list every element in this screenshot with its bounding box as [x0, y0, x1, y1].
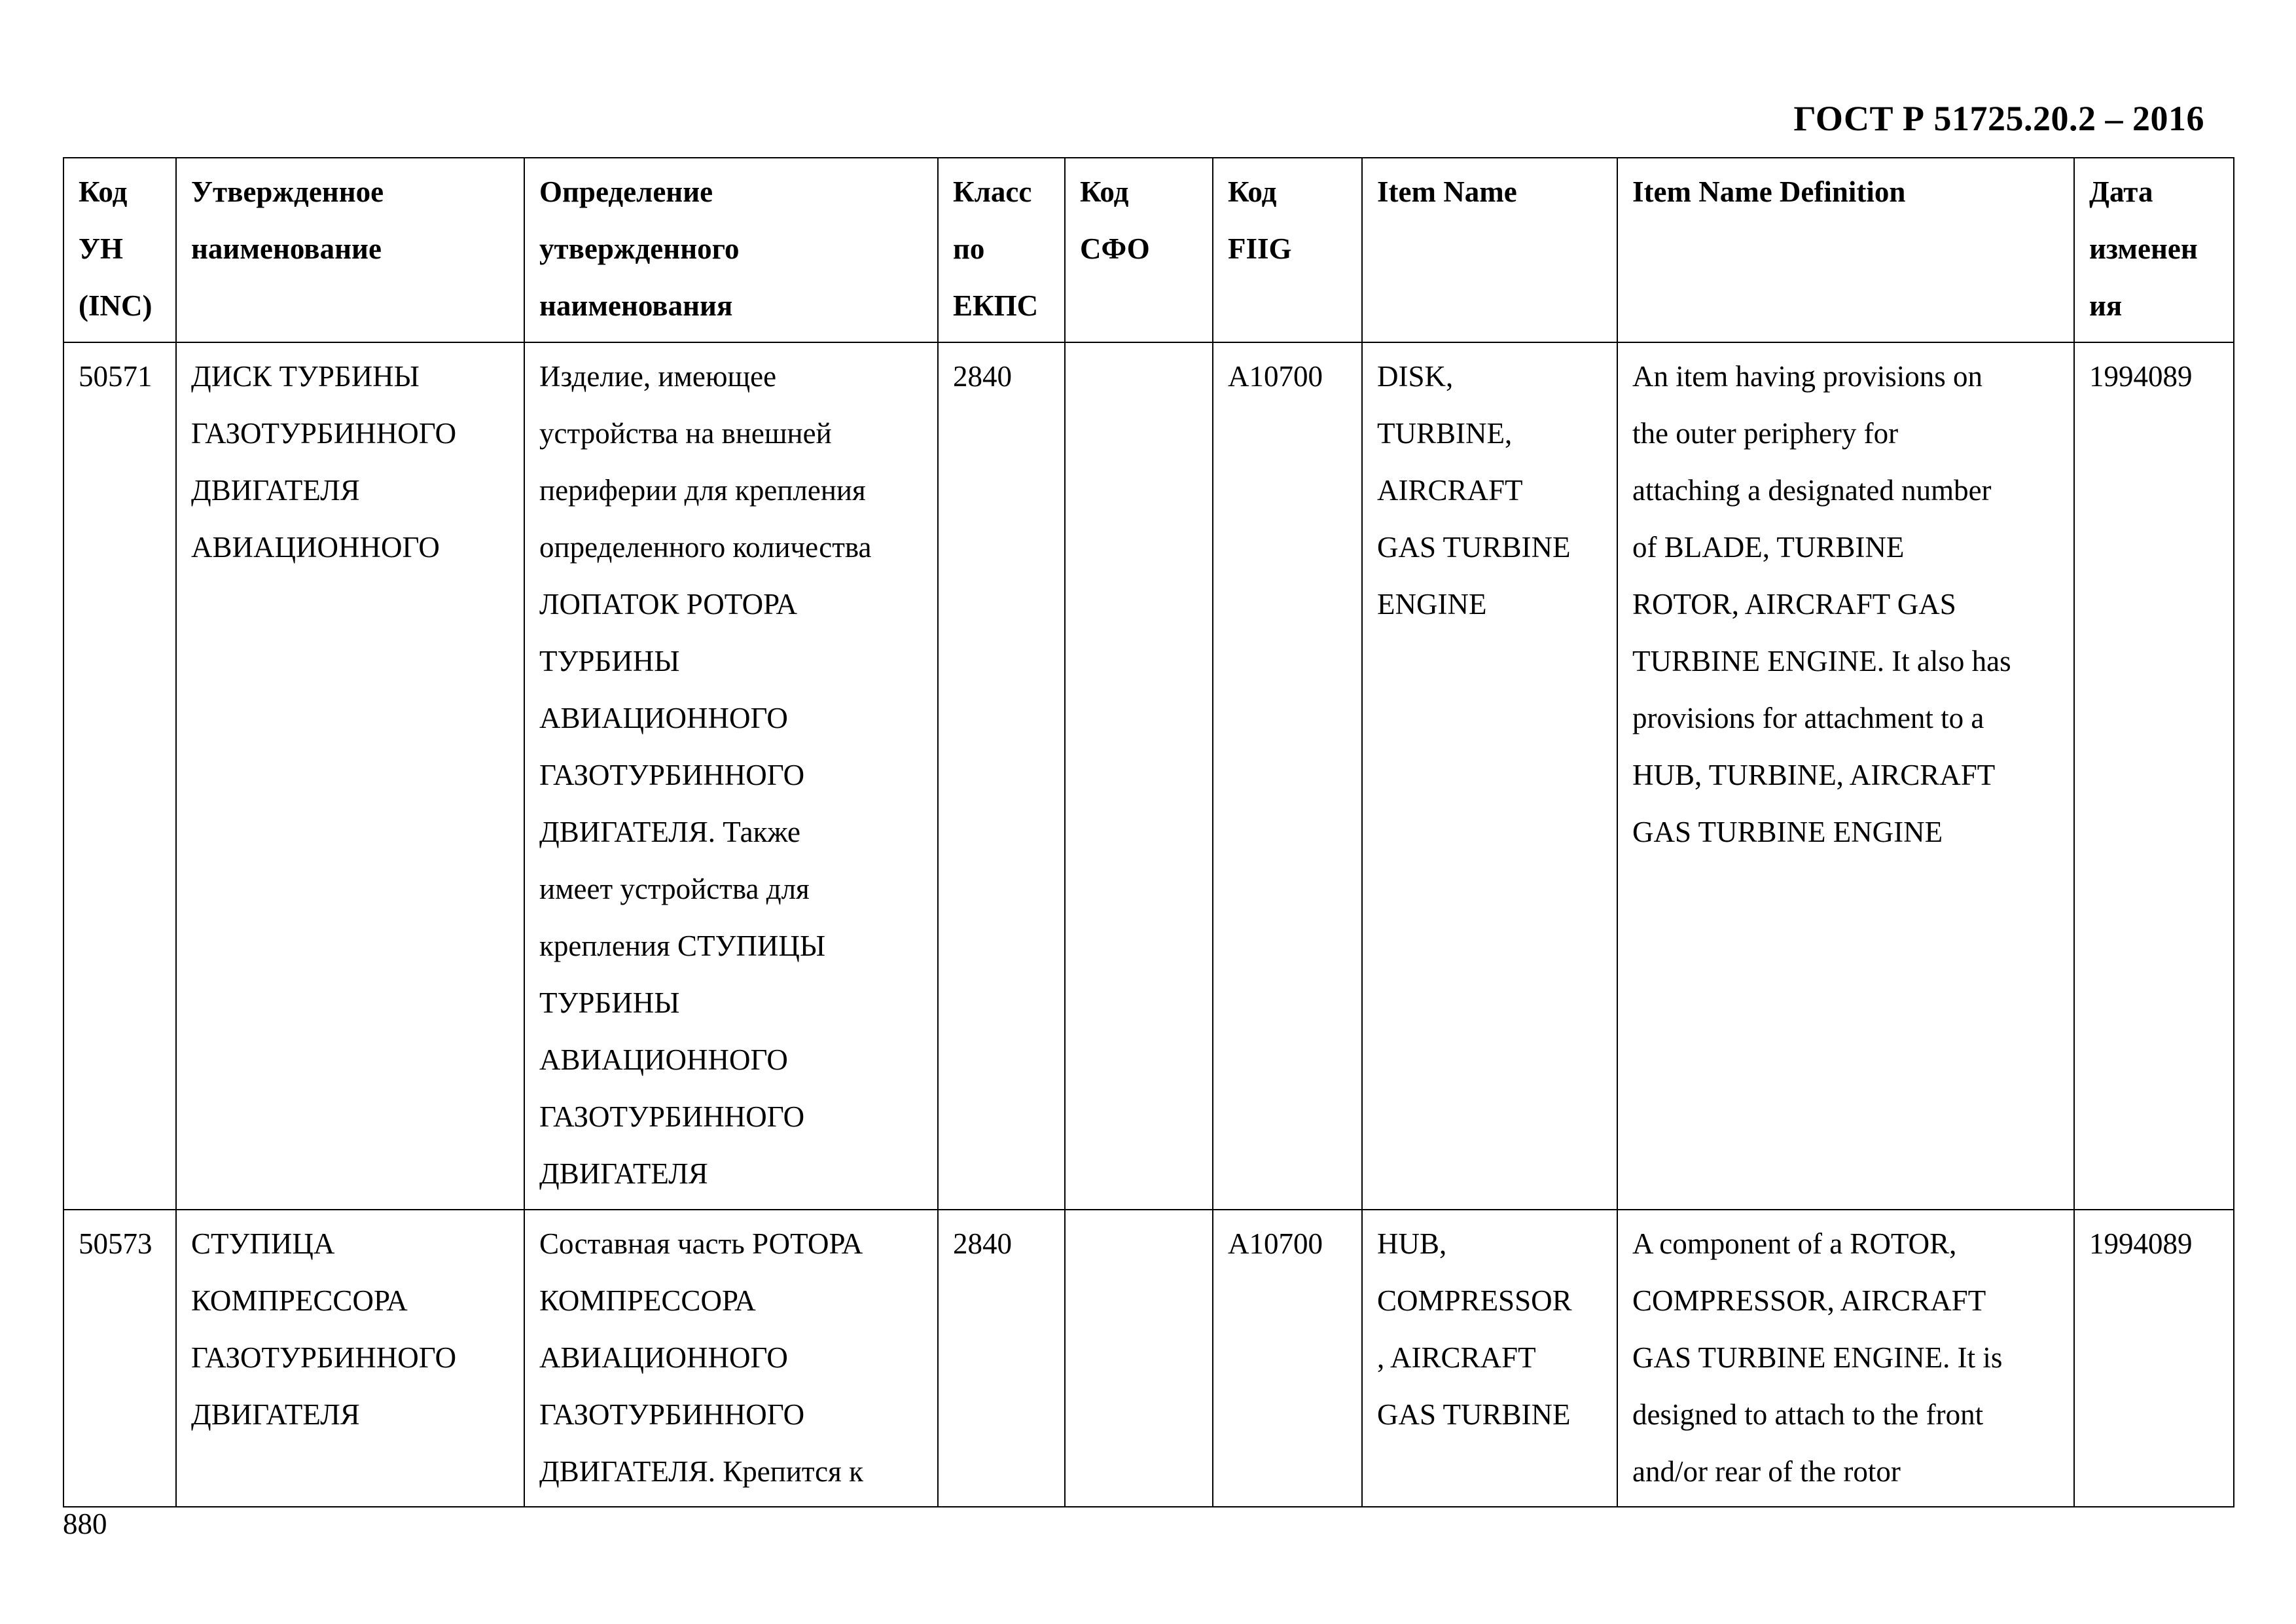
cell-line: An item having provisions on [1632, 360, 1982, 393]
cell-line: наименование [191, 232, 382, 265]
column-header-fiig-code [1213, 158, 1362, 342]
cell-line: COMPRESSOR [1377, 1284, 1572, 1317]
cell-line: Составная часть РОТОРА [539, 1227, 863, 1260]
cell-line: АВИАЦИОННОГО [191, 531, 440, 564]
cell-line: GAS TURBINE ENGINE [1632, 816, 1943, 848]
cell-line: ГАЗОТУРБИННОГО [191, 417, 457, 450]
cell-line: КОМПРЕССОРА [539, 1284, 756, 1317]
cell-item-name-definition [1617, 1210, 2074, 1507]
cell-line: 50571 [79, 360, 152, 393]
cell-line: TURBINE, [1377, 417, 1513, 450]
cell-line: DISK, [1377, 360, 1454, 393]
cell-line: имеет устройства для [539, 873, 810, 905]
table-row [63, 342, 2234, 1210]
cell-line: and/or rear of the rotor [1632, 1455, 1901, 1488]
cell-fiig-code [1213, 1210, 1362, 1507]
cell-line: Код [1080, 175, 1129, 208]
column-header-item-name [1362, 158, 1617, 342]
cell-name-definition [524, 342, 938, 1210]
cell-line: периферии для крепления [539, 474, 866, 507]
cell-line: ЛОПАТОК РОТОРА [539, 588, 797, 621]
cell-line: TURBINE ENGINE. It also has [1632, 645, 2011, 677]
cell-line: ГАЗОТУРБИННОГО [539, 1100, 805, 1133]
cell-line: Код [1228, 175, 1277, 208]
cell-line: ДВИГАТЕЛЯ [191, 1398, 360, 1431]
cell-sfo-code [1065, 1210, 1213, 1507]
column-header-sfo-code [1065, 158, 1213, 342]
cell-line: 2840 [953, 360, 1012, 393]
column-header-name-definition [524, 158, 938, 342]
cell-line: 1994089 [2089, 1227, 2193, 1260]
cell-line: ROTOR, AIRCRAFT GAS [1632, 588, 1956, 621]
cell-line: ГАЗОТУРБИННОГО [539, 1398, 805, 1431]
cell-line: ЕКПС [953, 289, 1039, 322]
cell-line: A10700 [1228, 360, 1323, 393]
cell-line: COMPRESSOR, AIRCRAFT [1632, 1284, 1986, 1317]
cell-line: of BLADE, TURBINE [1632, 531, 1905, 564]
cell-line: Item Name Definition [1632, 175, 1906, 208]
cell-line: ДВИГАТЕЛЯ. Также [539, 816, 800, 848]
cell-line: GAS TURBINE [1377, 1398, 1571, 1431]
cell-line: АВИАЦИОННОГО [539, 1341, 788, 1374]
cell-line: по [953, 232, 985, 265]
table-row [63, 1210, 2234, 1507]
table-header-row [63, 158, 2234, 342]
cell-item-name [1362, 1210, 1617, 1507]
cell-line: Дата [2089, 175, 2153, 208]
cell-line: AIRCRAFT [1377, 474, 1523, 507]
column-header-inc-code [63, 158, 176, 342]
cell-line: FIIG [1228, 232, 1292, 265]
cell-line: изменен [2089, 232, 2198, 265]
cell-line: A10700 [1228, 1227, 1323, 1260]
cell-line: устройства на внешней [539, 417, 832, 450]
cell-ekps-class [938, 1210, 1065, 1507]
cell-line: GAS TURBINE [1377, 531, 1571, 564]
cell-line: Утвержденное [191, 175, 384, 208]
cell-line: HUB, [1377, 1227, 1447, 1260]
cell-sfo-code [1065, 342, 1213, 1210]
column-header-item-name-definition [1617, 158, 2074, 342]
cell-line: ДВИГАТЕЛЯ [191, 474, 360, 507]
cell-ekps-class [938, 342, 1065, 1210]
cell-line: Класс [953, 175, 1032, 208]
nomenclature-table [63, 157, 2234, 1507]
cell-line: АВИАЦИОННОГО [539, 702, 788, 734]
cell-line: КОМПРЕССОРА [191, 1284, 408, 1317]
cell-line: Изделие, имеющее [539, 360, 777, 393]
cell-line: ENGINE [1377, 588, 1487, 621]
cell-line: ТУРБИНЫ [539, 986, 680, 1019]
cell-inc-code [63, 1210, 176, 1507]
cell-line: 2840 [953, 1227, 1012, 1260]
cell-line: наименования [539, 289, 733, 322]
page-number: 880 [63, 1507, 107, 1540]
cell-item-name [1362, 342, 1617, 1210]
cell-line: , AIRCRAFT [1377, 1341, 1536, 1374]
document-standard-number: ГОСТ Р 51725.20.2 – 2016 [1793, 99, 2204, 138]
cell-line: 50573 [79, 1227, 152, 1260]
column-header-approved-name [176, 158, 524, 342]
column-header-change-date [2074, 158, 2234, 342]
cell-line: provisions for attachment to a [1632, 702, 1984, 734]
cell-line: ГАЗОТУРБИННОГО [539, 759, 805, 791]
cell-line: ГАЗОТУРБИННОГО [191, 1341, 457, 1374]
cell-line: designed to attach to the front [1632, 1398, 1984, 1431]
cell-line: attaching a designated number [1632, 474, 1992, 507]
cell-line: GAS TURBINE ENGINE. It is [1632, 1341, 2003, 1374]
cell-line: определенного количества [539, 531, 872, 564]
cell-name-definition [524, 1210, 938, 1507]
cell-line: Item Name [1377, 175, 1517, 208]
cell-line: АВИАЦИОННОГО [539, 1043, 788, 1076]
cell-change-date [2074, 342, 2234, 1210]
cell-line: крепления СТУПИЦЫ [539, 929, 826, 962]
cell-line: (INC) [79, 289, 152, 322]
cell-line: Код [79, 175, 128, 208]
cell-line: ия [2089, 289, 2123, 322]
cell-line: УН [79, 232, 124, 265]
cell-line: 1994089 [2089, 360, 2193, 393]
cell-line: ДИСК ТУРБИНЫ [191, 360, 420, 393]
cell-line: the outer periphery for [1632, 417, 1899, 450]
cell-fiig-code [1213, 342, 1362, 1210]
cell-line: СТУПИЦА [191, 1227, 335, 1260]
cell-item-name-definition [1617, 342, 2074, 1210]
cell-approved-name [176, 1210, 524, 1507]
cell-line: A component of a ROTOR, [1632, 1227, 1957, 1260]
cell-line: ДВИГАТЕЛЯ. Крепится к [539, 1455, 863, 1488]
cell-line: СФО [1080, 232, 1150, 265]
cell-inc-code [63, 342, 176, 1210]
cell-approved-name [176, 342, 524, 1210]
cell-change-date [2074, 1210, 2234, 1507]
cell-line: HUB, TURBINE, AIRCRAFT [1632, 759, 1996, 791]
cell-line: Определение [539, 175, 713, 208]
cell-line: ДВИГАТЕЛЯ [539, 1157, 708, 1190]
column-header-ekps-class [938, 158, 1065, 342]
cell-line: утвержденного [539, 232, 740, 265]
cell-line: ТУРБИНЫ [539, 645, 680, 677]
